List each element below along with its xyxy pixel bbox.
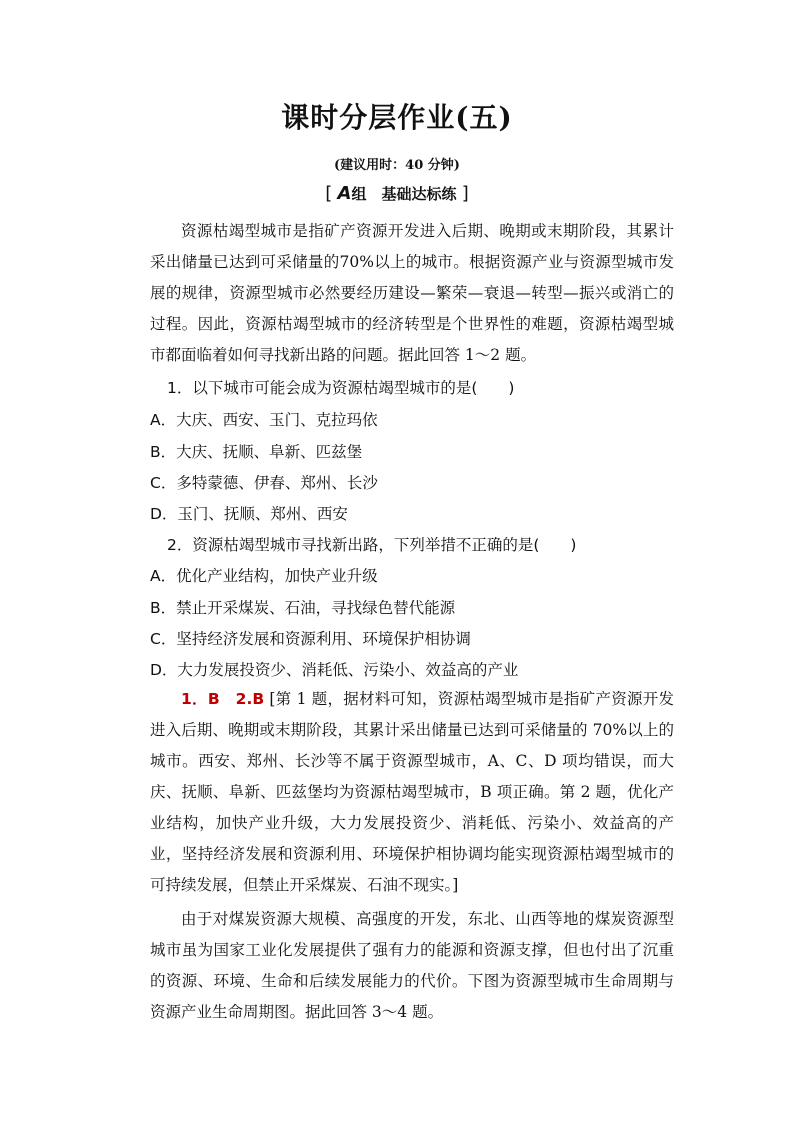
intro-paragraph-2: 由于对煤炭资源大规模、高强度的开发，东北、山西等地的煤炭资源型城市虽为国家工业化发展提供了强有力的能源和资源支撑，但也付出了沉重的资源、环境、生命和后续发展能力的代价。下图为资源型城市生命周期与资源产业生命周期图。据此回答 3～4 题。 xyxy=(150,910,674,1021)
answer-block xyxy=(150,684,674,901)
group-letter: A xyxy=(337,183,352,204)
question-1-option-b: B．大庆、抚顺、阜新、匹兹堡 xyxy=(150,443,363,461)
group-label: 组 基础达标练 xyxy=(351,185,457,203)
question-1-option-d: D．玉门、抚顺、郑州、西安 xyxy=(150,505,348,523)
page-title: 课时分层作业(五) xyxy=(281,101,513,134)
time-note: (建议用时：40 分钟) xyxy=(334,158,460,173)
question-1-stem: 1．以下城市可能会成为资源枯竭型城市的是( ) xyxy=(167,379,515,397)
question-2-stem: 2．资源枯竭型城市寻找新出路，下列举措不正确的是( ) xyxy=(167,536,577,554)
question-2-option-a: A．优化产业结构，加快产业升级 xyxy=(150,567,378,585)
question-1-option-a: A．大庆、西安、玉门、克拉玛依 xyxy=(150,411,378,429)
intro-paragraph-1: 资源枯竭型城市是指矿产资源开发进入后期、晚期或末期阶段，其累计采出储量已达到可采储量的70%以上的城市。根据资源产业与资源型城市发展的规律，资源型城市必然要经历建设—繁荣—衰退—转型—振兴或消亡的过程。因此，资源枯竭型城市的经济转型是个世界性的难题，资源枯竭型城市都面临着如何寻找新出路的问题。据此回答 1～2 题。 xyxy=(150,222,674,364)
question-2-option-d: D．大力发展投资少、消耗低、污染小、效益高的产业 xyxy=(150,661,519,679)
question-2-option-b: B．禁止开采煤炭、石油，寻找绿色替代能源 xyxy=(150,599,456,617)
group-heading xyxy=(0,183,794,204)
question-2-option-c: C．坚持经济发展和资源利用、环境保护相协调 xyxy=(150,630,471,648)
answer-explanation: [第 1 题，据材料可知，资源枯竭型城市是指矿产资源开发进入后期、晚期或末期阶段，其累计采出储量已达到可采储量的 70%以上的城市。西安、郑州、长沙等不属于资源型城市，A、C、D 项均错误，而大庆、抚顺、阜新、匹兹堡均为资源枯竭型城市，B 项正确。第 2 题，优化产业结构，加快产业升级，大力发展投资少、消耗低、污染小、效益高的产业，坚持经济发展和资源利用、环境保护相协调均能实现资源枯竭型城市的可持续发展，但禁止开采煤炭、石油不现实。] xyxy=(150,690,675,894)
group-bracket-open: [ xyxy=(325,183,333,204)
question-1-option-c: C．多特蒙德、伊春、郑州、长沙 xyxy=(150,474,378,492)
group-bracket-close: ] xyxy=(461,183,469,204)
answer-key: 1．B 2.B xyxy=(181,690,265,708)
